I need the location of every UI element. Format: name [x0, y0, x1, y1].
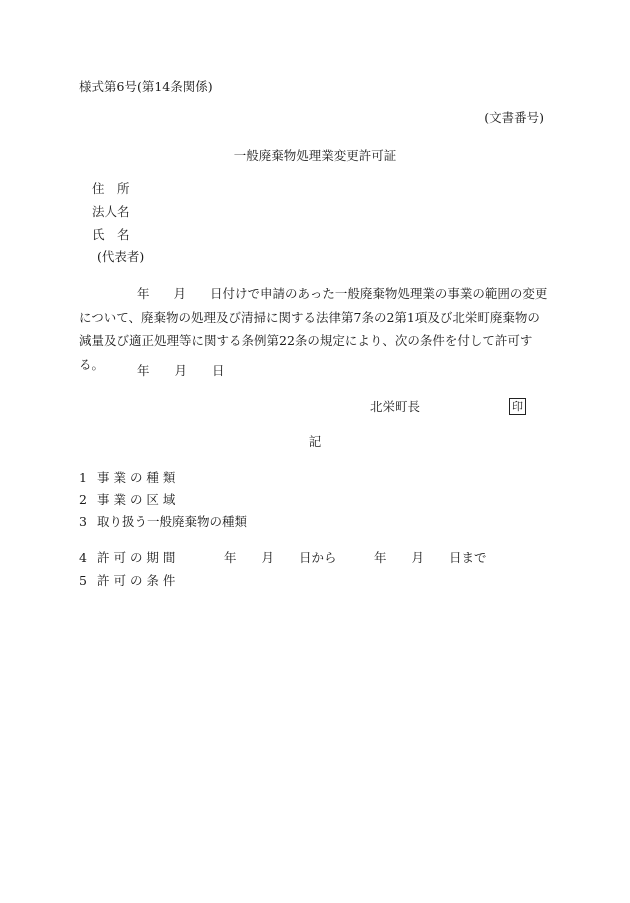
form-number: 様式第6号(第14条関係)	[79, 79, 213, 94]
document-number: (文書番号)	[484, 110, 544, 125]
permit-period-value: 年 月 日から 年 月 日まで	[224, 550, 487, 565]
name-label: 氏 名	[92, 227, 130, 242]
body-year-label: 年	[137, 286, 150, 301]
seal-box: 印	[509, 398, 526, 415]
item-label: 事 業 の 種 類	[97, 470, 176, 485]
body-text: 日付けで申請のあった一般廃棄物処理業の事業の範囲の変更について、廃棄物の処理及び清掃に関する法律第7条の2第1項及び北栄町廃棄物の減量及び適正処理等に関する条例第22条の規定により、次の条件を付して許可する。	[79, 286, 548, 372]
body-month-label: 月	[173, 286, 187, 301]
address-label: 住 所	[92, 181, 130, 196]
ki-heading: 記	[308, 434, 322, 449]
issue-date: 年 月 日	[137, 363, 225, 378]
representative-label: (代表者)	[97, 249, 145, 264]
item-label: 許 可 の 期 間	[97, 550, 176, 565]
item-number: 5	[79, 573, 87, 588]
item-label: 許 可 の 条 件	[97, 573, 176, 588]
body-paragraph	[79, 282, 549, 376]
item-number: 4	[79, 550, 87, 565]
issuer-name: 北栄町長	[370, 399, 421, 414]
item-label: 取り扱う一般廃棄物の種類	[97, 514, 248, 529]
item-label: 事 業 の 区 域	[97, 492, 176, 507]
item-number: 1	[79, 470, 87, 485]
corporation-label: 法人名	[92, 204, 130, 219]
item-number: 3	[79, 514, 87, 529]
item-number: 2	[79, 492, 87, 507]
document-title: 一般廃棄物処理業変更許可証	[233, 148, 397, 163]
